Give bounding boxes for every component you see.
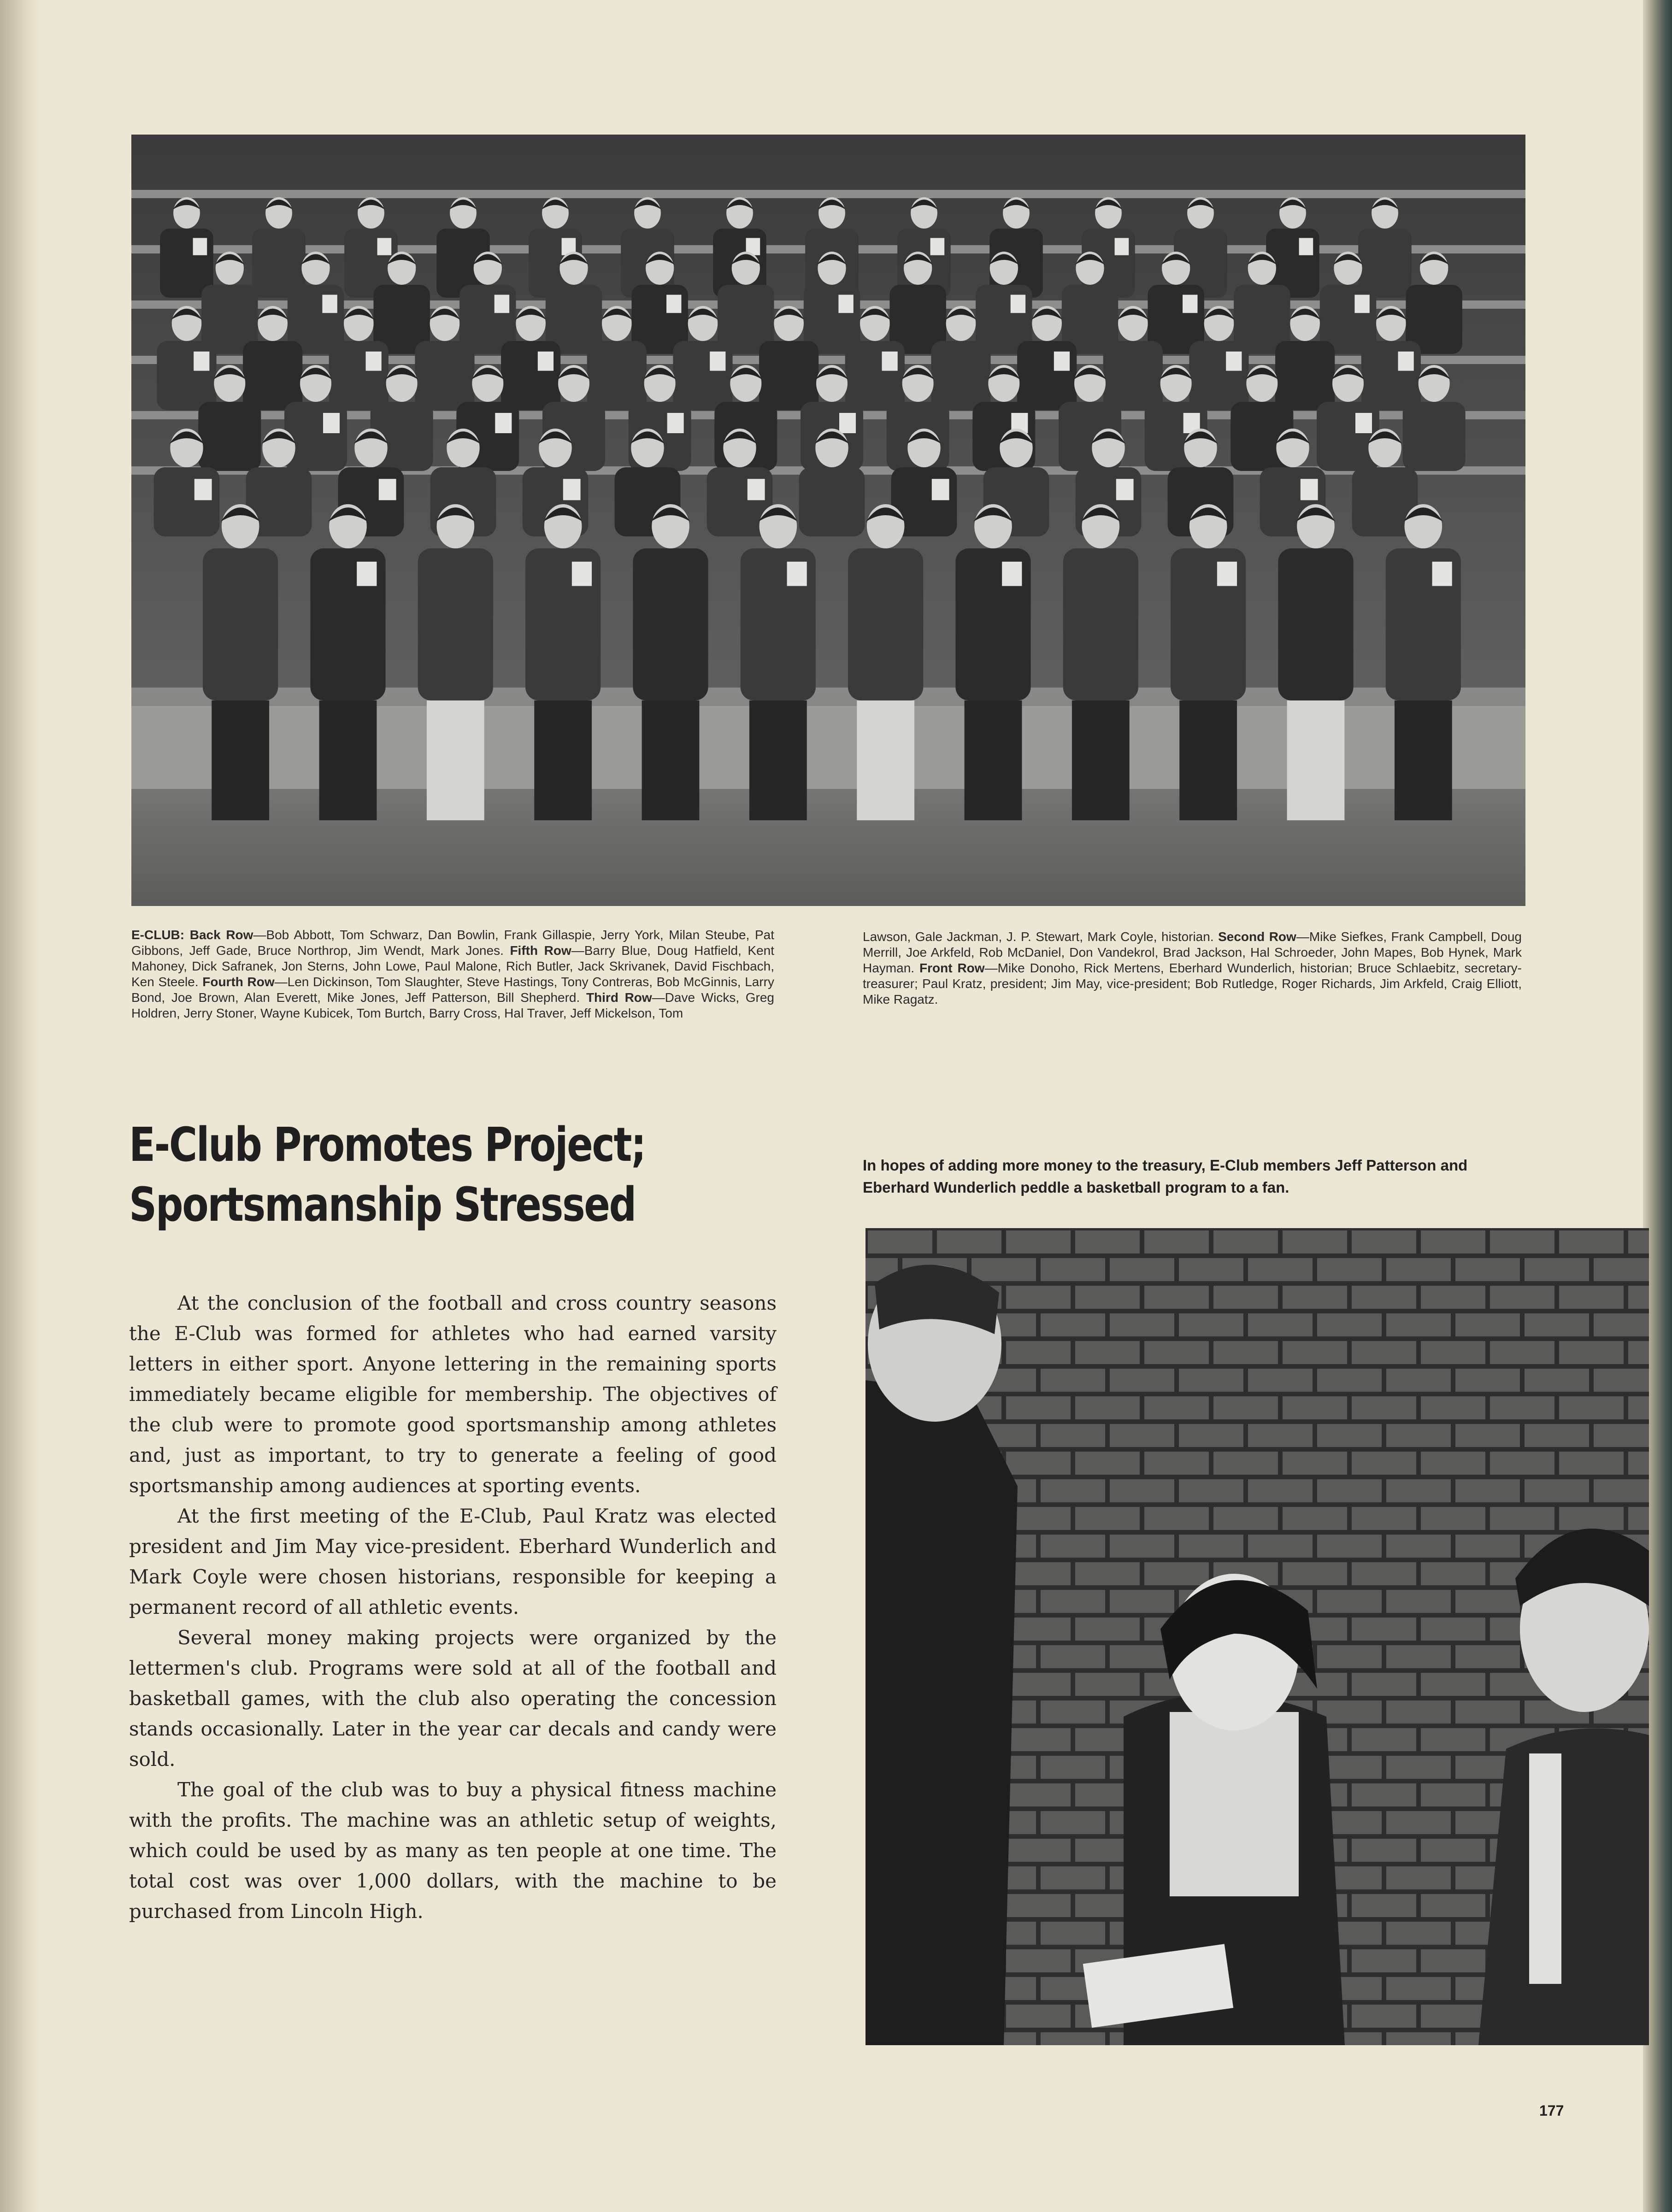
fan-photo-caption: In hopes of adding more money to the treasury, E-Club members Jeff Patterson and Eberhard Wunderlich peddle a basketball program to a fan.: [863, 1157, 1468, 1196]
headline-line-2: Sportsmanship Stressed: [129, 1177, 636, 1232]
body-paragraph-4: The goal of the club was to buy a physical fitness machine with the profits. The machine was an athletic setup of weights, which could be used by as many as ten people at one time. The total cost was over 1,000 dollars, with the machine to be purchased from Lincoln High.: [129, 1778, 777, 1923]
e-club-group-photo: [131, 135, 1525, 906]
caption-second-row-label: Second Row: [1218, 930, 1296, 944]
caption-second-row-names: —Mike Siefkes, Frank Campbell, Doug Merrill, Joe Arkfeld, Rob McDaniel, Don Vandekrol, Brad Jackson, Hal Schroeder, John Mapes, Bob Hynek, Mark Hayman.: [863, 930, 1522, 975]
caption-club-label: E-CLUB:: [131, 928, 185, 942]
article-body: [129, 1288, 777, 1927]
caption-fourth-row-label: Fourth Row: [202, 975, 275, 989]
article-headline: [129, 1115, 658, 1235]
page-number: 177: [1539, 2102, 1564, 2119]
body-paragraph-2: At the first meeting of the E-Club, Paul Kratz was elected president and Jim May vice-president. Eberhard Wunderlich and Mark Coyle were chosen historians, responsible for keeping a permanent record of all athletic events.: [129, 1505, 777, 1618]
body-paragraph-3: Several money making projects were organized by the lettermen's club. Programs were sold at all of the football and basketball games, with the club also operating the concession stands occasionally. Later in the year car decals and candy were sold.: [129, 1626, 777, 1771]
group-photo-caption-right: [863, 929, 1522, 1007]
page-gutter-shadow: [0, 0, 41, 2212]
caption-back-row-names: —Bob Abbott, Tom Schwarz, Dan Bowlin, Frank Gillaspie, Jerry York, Milan Steube, Pat Gibbons, Jeff Gade, Bruce Northrop, Jim Wendt, Mark Jones.: [131, 928, 774, 958]
group-photo-caption-left: [131, 927, 774, 1021]
body-paragraph-1: At the conclusion of the football and cross country seasons the E-Club was formed for athletes who had earned varsity letters in either sport. Anyone lettering in the remaining sports immediately became eligible for membership. The objectives of the club were to promote good sportsmanship among athletes and, just as important, to try to generate a feeling of good sportsmanship among audiences at sporting events.: [129, 1292, 777, 1497]
caption-fifth-row-label: Fifth Row: [510, 943, 571, 958]
caption-third-row-label: Third Row: [586, 990, 652, 1005]
caption-third-row-names: —Dave Wicks, Greg Holdren, Jerry Stoner, Wayne Kubicek, Tom Burtch, Barry Cross, Hal Traver, Jeff Mickelson, Tom: [131, 990, 774, 1020]
caption-fifth-row-names: —Barry Blue, Doug Hatfield, Kent Mahoney, Dick Safranek, Jon Sterns, John Lowe, Paul Malone, Rich Butler, Jack Skrivanek, David Fischbach, Ken Steele.: [131, 943, 774, 989]
caption-third-row-continued: Lawson, Gale Jackman, J. P. Stewart, Mark Coyle, historian.: [863, 930, 1214, 944]
caption-back-row-label: Back Row: [189, 928, 253, 942]
headline-line-1: E-Club Promotes Project;: [129, 1118, 646, 1172]
program-sale-photo: [865, 1228, 1649, 2045]
caption-front-row-names: —Mike Donoho, Rick Mertens, Eberhard Wunderlich, historian; Bruce Schlaebitz, secretary-treasurer; Paul Kratz, president; Jim May, vice-president; Bob Rutledge, Roger Richards, Jim Arkfeld, Craig Elliott, Mike Ragatz.: [863, 961, 1522, 1006]
caption-fourth-row-names: —Len Dickinson, Tom Slaughter, Steve Hastings, Tony Contreras, Bob McGinnis, Larry Bond, Joe Brown, Alan Everett, Mike Jones, Jeff Patterson, Bill Shepherd.: [131, 975, 774, 1005]
caption-front-row-label: Front Row: [919, 961, 985, 975]
